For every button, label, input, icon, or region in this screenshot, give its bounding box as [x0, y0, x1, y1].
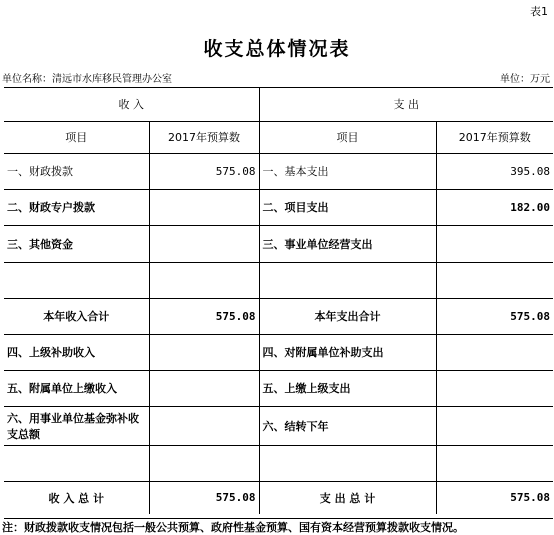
income-value [149, 445, 259, 481]
expense-budget-header: 2017年预算数 [436, 121, 553, 153]
expense-item: 六、结转下年 [259, 406, 436, 445]
expense-item: 二、项目支出 [259, 189, 436, 225]
table-row [4, 481, 553, 514]
expense-item: 五、上缴上级支出 [259, 370, 436, 406]
expense-value: 395.08 [436, 153, 553, 189]
table-number: 表1 [530, 5, 548, 18]
budget-table [4, 88, 553, 514]
income-total-label: 收 入 总 计 [4, 481, 149, 514]
expense-value [436, 262, 553, 298]
income-value: 575.08 [149, 153, 259, 189]
expense-total-value: 575.08 [436, 481, 553, 514]
expense-total-label: 支 出 总 计 [259, 481, 436, 514]
expense-item [259, 445, 436, 481]
budget-table-wrapper [4, 87, 553, 519]
expense-value [436, 225, 553, 262]
expense-value: 182.00 [436, 189, 553, 225]
expense-subtotal-label: 本年支出合计 [259, 298, 436, 334]
expense-item: 四、对附属单位补助支出 [259, 334, 436, 370]
income-value [149, 370, 259, 406]
expense-section-header: 支 出 [259, 88, 553, 121]
table-row [4, 153, 553, 189]
income-item: 一、财政拨款 [4, 153, 149, 189]
income-item: 三、其他资金 [4, 225, 149, 262]
table-row [4, 370, 553, 406]
income-value [149, 334, 259, 370]
income-value [149, 262, 259, 298]
table-row [4, 334, 553, 370]
table-row [4, 262, 553, 298]
income-value [149, 189, 259, 225]
income-value [149, 406, 259, 445]
table-row [4, 445, 553, 481]
expense-value [436, 445, 553, 481]
income-section-header: 收 入 [4, 88, 259, 121]
expense-value [436, 370, 553, 406]
unit-name: 单位名称：清远市水库移民管理办公室 [2, 74, 172, 85]
income-item: 六、用事业单位基金弥补收支总额 [4, 406, 149, 445]
table-row [4, 225, 553, 262]
expense-item: 三、事业单位经营支出 [259, 225, 436, 262]
expense-item: 一、基本支出 [259, 153, 436, 189]
page-title: 收支总体情况表 [203, 38, 351, 60]
table-row [4, 189, 553, 225]
income-item-header: 项目 [4, 121, 149, 153]
expense-subtotal-value: 575.08 [436, 298, 553, 334]
expense-item [259, 262, 436, 298]
income-item: 二、财政专户拨款 [4, 189, 149, 225]
income-item: 四、上级补助收入 [4, 334, 149, 370]
income-budget-header: 2017年预算数 [149, 121, 259, 153]
income-value [149, 225, 259, 262]
footnote: 注：财政拨款收支情况包括一般公共预算、政府性基金预算、国有资本经营预算拨款收支情况。 [2, 521, 464, 534]
income-item [4, 445, 149, 481]
table-row [4, 406, 553, 445]
income-item [4, 262, 149, 298]
expense-value [436, 406, 553, 445]
expense-item-header: 项目 [259, 121, 436, 153]
income-subtotal-label: 本年收入合计 [4, 298, 149, 334]
income-item: 五、附属单位上缴收入 [4, 370, 149, 406]
income-total-value: 575.08 [149, 481, 259, 514]
section-header-row [4, 88, 553, 121]
column-header-row [4, 121, 553, 153]
expense-value [436, 334, 553, 370]
table-row [4, 298, 553, 334]
income-subtotal-value: 575.08 [149, 298, 259, 334]
currency-unit: 单位：万元 [500, 74, 550, 85]
